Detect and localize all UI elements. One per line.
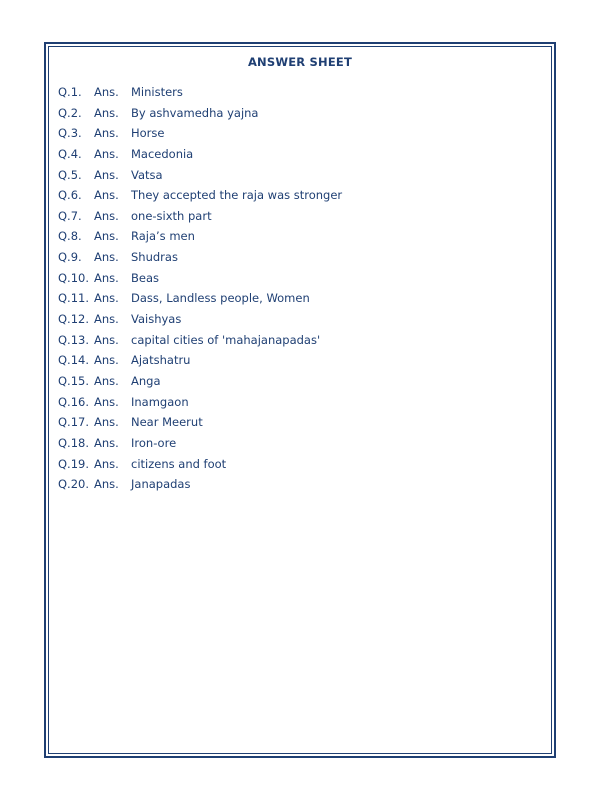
answer-text: Inamgaon [131,394,189,409]
question-number: Q.13. [58,332,89,347]
answer-text: Macedonia [131,146,194,161]
answer-label: Ans. [94,477,119,492]
question-number: Q.3. [58,126,82,141]
answer-label: Ans. [94,105,119,120]
answer-text: Horse [131,126,165,141]
answer-label: Ans. [94,126,119,141]
answer-text: Vatsa [131,167,163,182]
answer-label: Ans. [94,85,119,99]
answer-text: Beas [131,270,160,285]
question-number: Q.14. [58,353,89,368]
answer-label: Ans. [94,167,119,182]
answer-text: Dass, Landless people, Women [131,291,310,306]
answer-label: Ans. [94,250,119,265]
question-number: Q.5. [58,167,82,182]
question-number: Q.15. [58,373,89,388]
answer-label: Ans. [94,208,119,223]
page-border-inner [48,46,552,754]
answer-text: Iron-ore [131,435,177,450]
answer-label: Ans. [94,312,119,327]
answer-text: Vaishyas [131,312,182,327]
answer-text: citizens and foot [131,456,227,471]
answer-text: Near Meerut [131,415,203,430]
question-number: Q.12. [58,312,89,327]
answer-text: Anga [131,373,161,388]
answer-label: Ans. [94,270,119,285]
question-number: Q.20. [58,477,89,492]
answer-label: Ans. [94,435,119,450]
answer-label: Ans. [94,456,119,471]
question-number: Q.1. [58,85,82,99]
question-number: Q.17. [58,415,89,430]
answer-label: Ans. [94,332,119,347]
answer-text: By ashvamedha yajna [131,105,259,120]
answer-text: Ministers [131,85,183,99]
answer-text: capital cities of 'mahajanapadas' [131,332,321,347]
question-number: Q.7. [58,208,82,223]
answer-text: Janapadas [131,477,191,492]
answer-label: Ans. [94,188,119,203]
question-number: Q.19. [58,456,89,471]
answer-text: They accepted the raja was stronger [131,188,343,203]
question-number: Q.9. [58,250,82,265]
page-border [44,42,556,758]
question-number: Q.6. [58,188,82,203]
answer-label: Ans. [94,394,119,409]
question-number: Q.11. [58,291,89,306]
answer-label: Ans. [94,415,119,430]
answer-label: Ans. [94,373,119,388]
answer-text: Ajatshatru [131,353,191,368]
page-title: ANSWER SHEET [247,55,353,69]
answer-text: one-sixth part [131,208,212,223]
question-number: Q.18. [58,435,89,450]
question-number: Q.8. [58,229,82,244]
answer-label: Ans. [94,353,119,368]
answer-label: Ans. [94,291,119,306]
question-number: Q.2. [58,105,82,120]
question-number: Q.16. [58,394,89,409]
question-number: Q.4. [58,146,82,161]
answer-label: Ans. [94,229,119,244]
answer-label: Ans. [94,146,119,161]
answer-text: Raja’s men [131,229,195,244]
answer-text: Shudras [131,250,178,265]
question-number: Q.10. [58,270,89,285]
